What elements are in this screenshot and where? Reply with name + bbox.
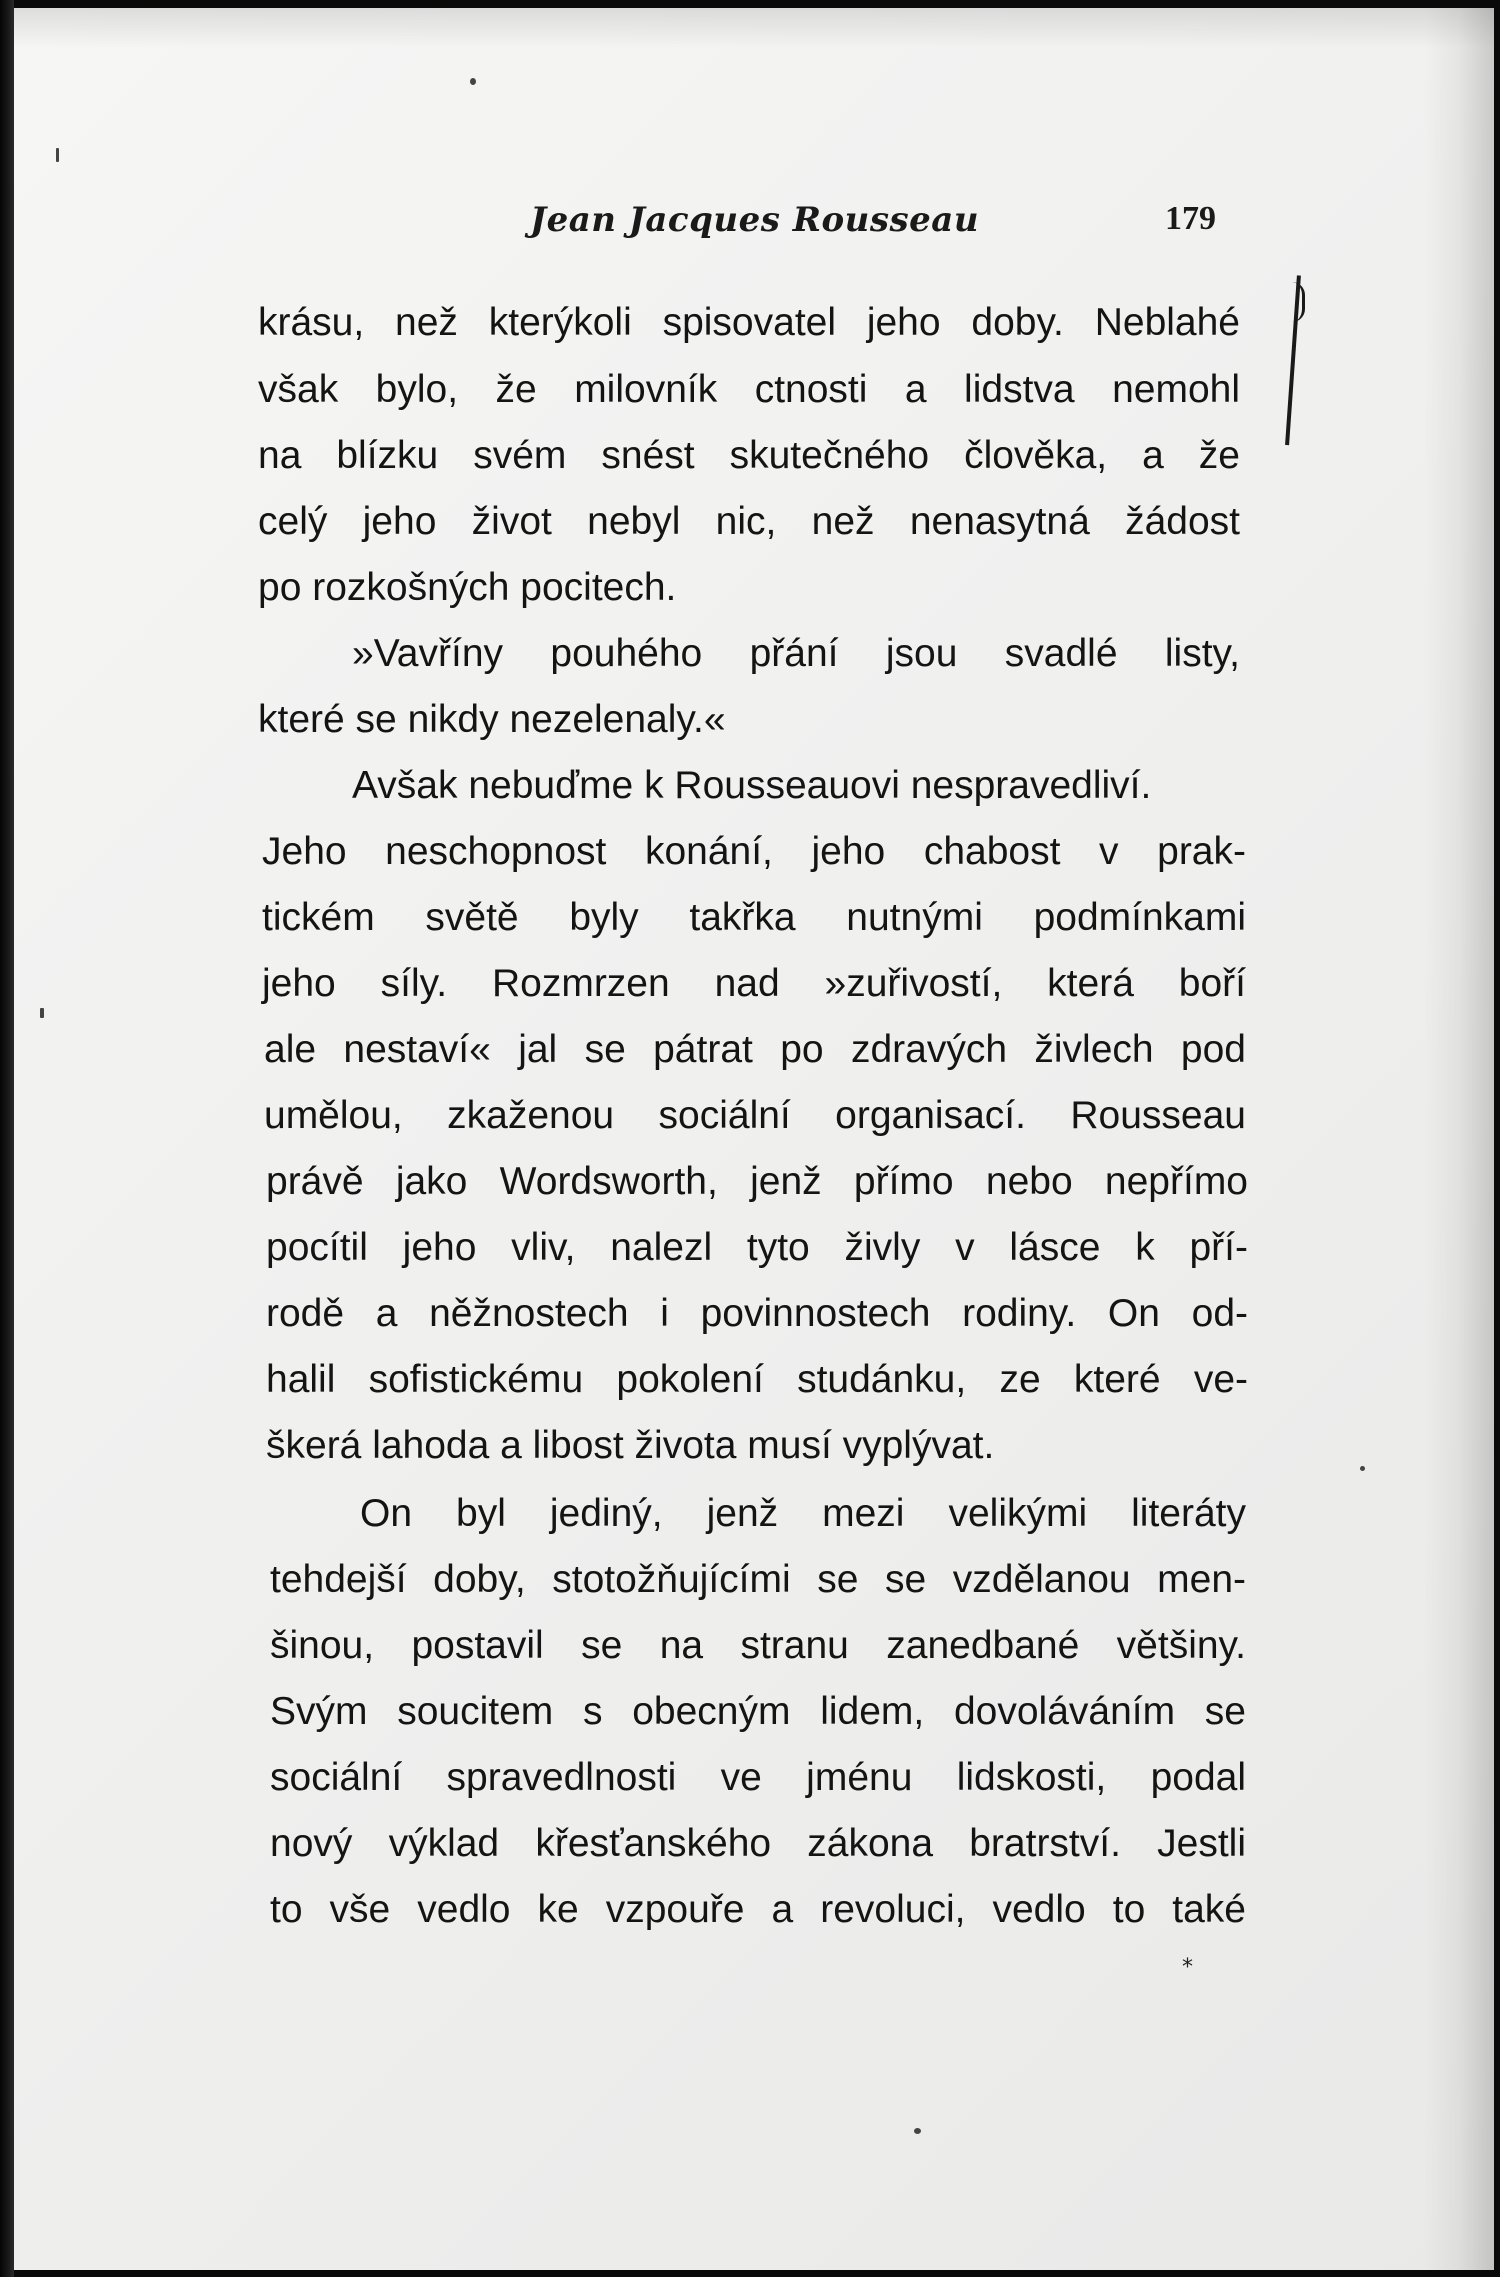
text-line: celý jeho život nebyl nic, než nenasytná žádost <box>258 500 1240 543</box>
text-line: krásu, než kterýkoli spisovatel jeho doby. Neblahé <box>258 301 1240 344</box>
text-line: pocítil jeho vliv, nalezl tyto živly v lásce k pří- <box>266 1226 1248 1269</box>
paper-speck <box>914 2128 921 2134</box>
text-line: tickém světě byly takřka nutnými podmínkami <box>262 896 1246 939</box>
text-line: však bylo, že milovník ctnosti a lidstva nemohl <box>258 368 1240 411</box>
text-line: tehdejší doby, stotožňujícími se se vzdělanou men- <box>270 1558 1246 1601</box>
footnote-asterisk: * <box>1182 1955 1193 1980</box>
text-line: na blízku svém snést skutečného člověka, a že <box>258 434 1240 477</box>
text-line: On byl jediný, jenž mezi velikými literáty <box>360 1492 1246 1535</box>
text-line: které se nikdy nezelenaly.« <box>258 698 726 741</box>
text-line: ale nestaví« jal se pátrat po zdravých živlech pod <box>264 1028 1246 1071</box>
paper-speck <box>40 1008 44 1018</box>
text-line: »Vavříny pouhého přání jsou svadlé listy, <box>352 632 1240 675</box>
text-line: po rozkošných pocitech. <box>258 566 677 609</box>
text-line: halil sofistickému pokolení studánku, ze které ve- <box>266 1358 1248 1401</box>
text-line: škerá lahoda a libost života musí vyplývat. <box>266 1424 995 1467</box>
text-line: jeho síly. Rozmrzen nad »zuřivostí, která boří <box>262 962 1246 1005</box>
page-number: 179 <box>1165 200 1216 237</box>
text-line: umělou, zkaženou sociální organisací. Rousseau <box>264 1094 1246 1137</box>
paper-speck <box>1360 1466 1365 1471</box>
text-line: rodě a něžnostech i povinnostech rodiny. On od- <box>266 1292 1248 1335</box>
text-line: nový výklad křesťanského zákona bratrství. Jestli <box>270 1822 1246 1865</box>
text-line: šinou, postavil se na stranu zanedbané většiny. <box>270 1624 1246 1667</box>
text-line: Jeho neschopnost konání, jeho chabost v prak- <box>262 830 1246 873</box>
text-line: právě jako Wordsworth, jenž přímo nebo nepřímo <box>266 1160 1248 1203</box>
running-head-title: Jean Jacques Rousseau <box>530 200 980 240</box>
text-line: to vše vedlo ke vzpouře a revoluci, vedlo to také <box>270 1888 1246 1931</box>
page-top-shadow <box>14 8 1494 48</box>
text-line: Svým soucitem s obecným lidem, dovoláváním se <box>270 1690 1246 1733</box>
text-line: sociální spravedlnosti ve jménu lidskosti, podal <box>270 1756 1246 1799</box>
paper-speck <box>470 78 476 85</box>
text-line: Avšak nebuďme k Rousseauovi nespravedliví. <box>352 764 1152 807</box>
paper-speck <box>56 148 59 162</box>
